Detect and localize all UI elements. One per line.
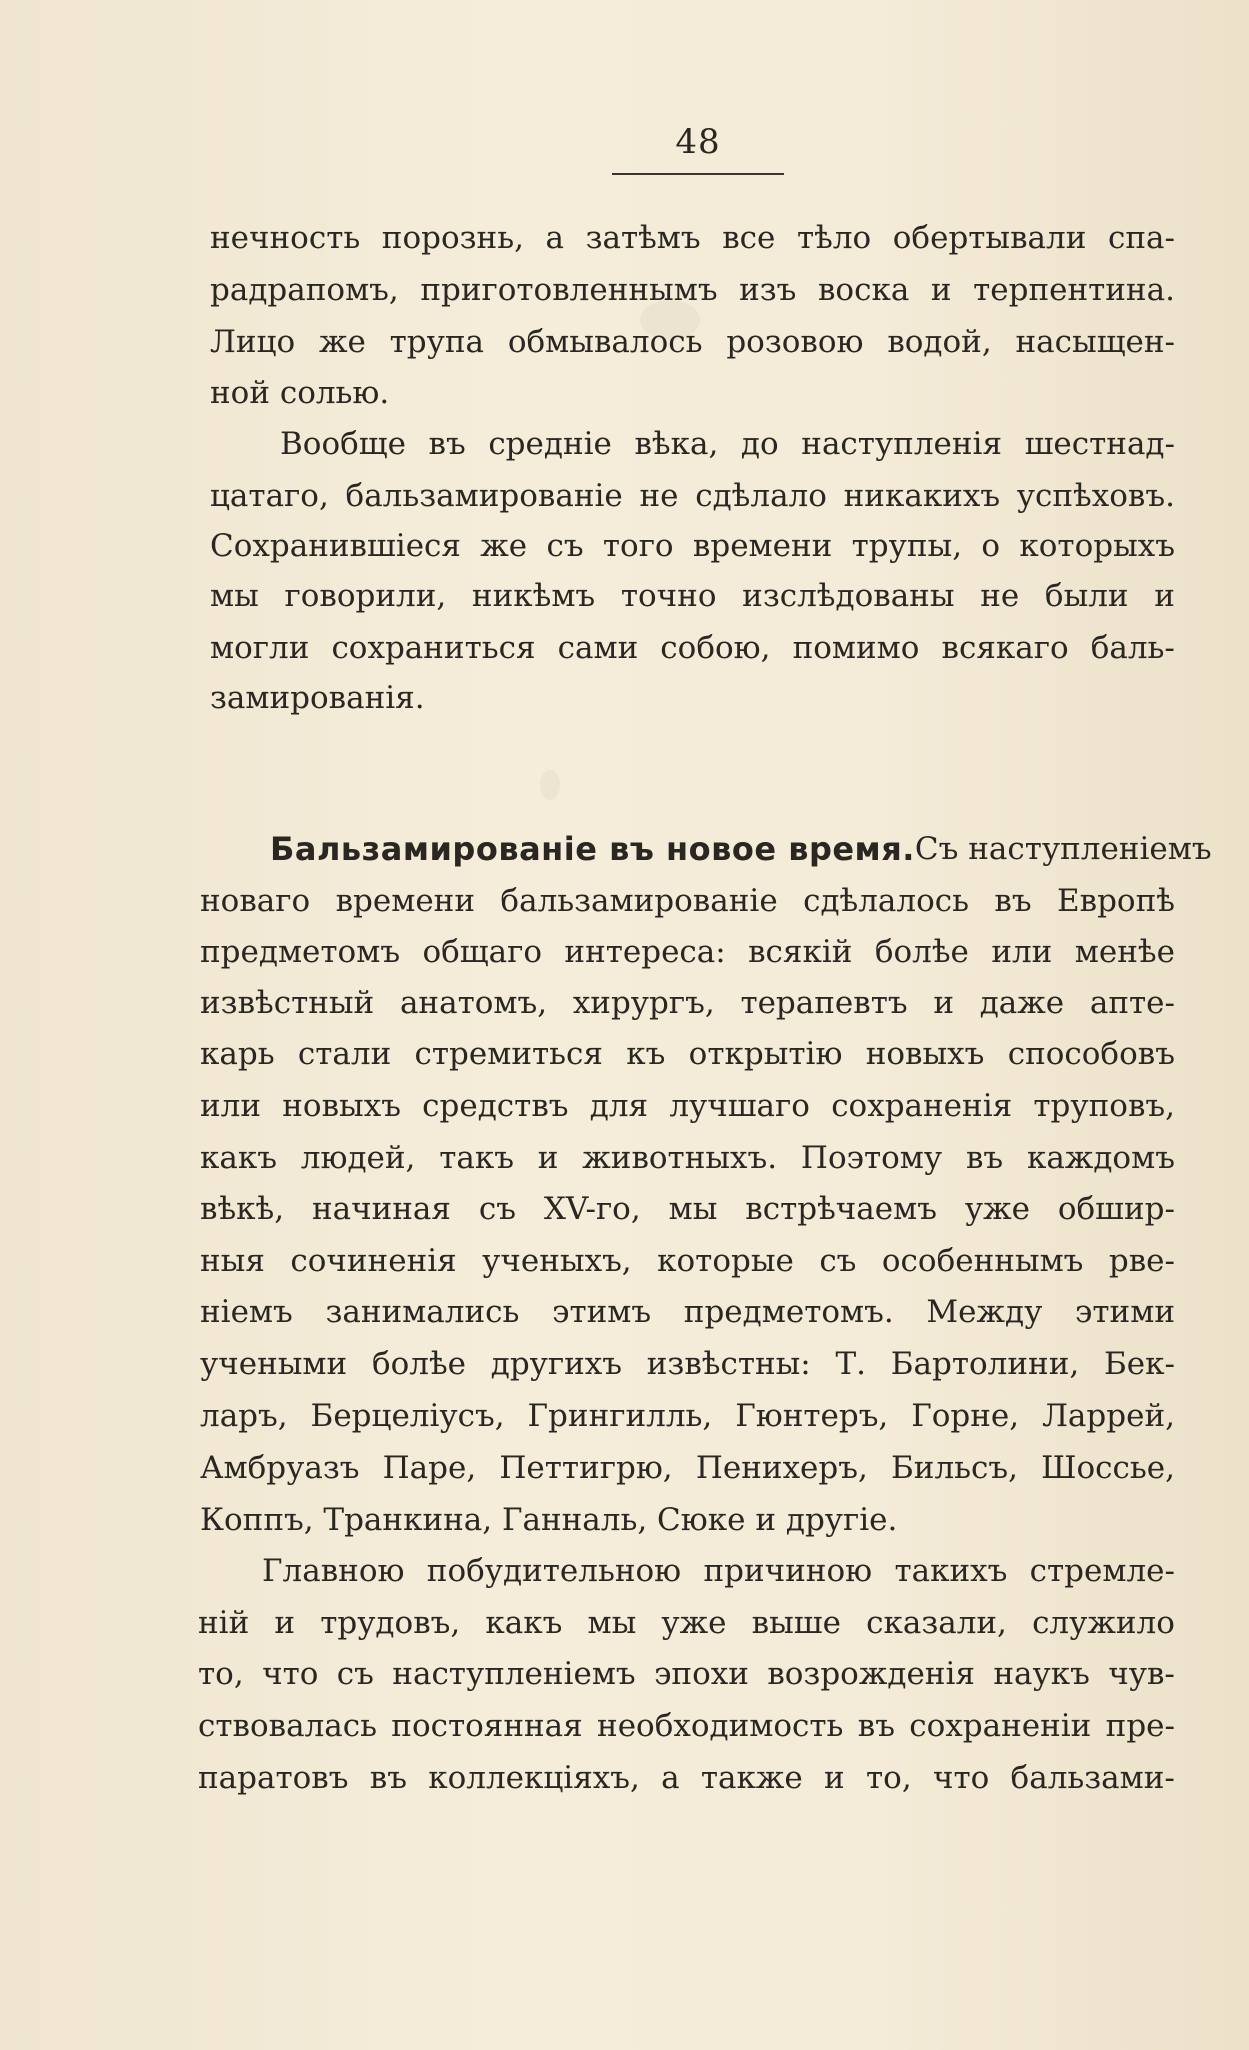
word: ствовалась <box>198 1708 377 1744</box>
word: въ <box>428 426 466 462</box>
word: успѣховъ. <box>1016 478 1175 514</box>
word: съ <box>478 1191 516 1227</box>
text-line <box>200 1338 1175 1390</box>
word: начиная <box>311 1191 451 1227</box>
word: трупы, <box>851 528 963 564</box>
section-heading-line: Бальзамированіе въ новое время. Съ наступленіемъ <box>270 823 1175 875</box>
text-line <box>198 1648 1175 1700</box>
word: насыщен- <box>1015 324 1175 360</box>
word: бальзами- <box>1010 1760 1175 1796</box>
word: труповъ, <box>1033 1088 1175 1124</box>
text-line <box>200 1132 1175 1184</box>
word: Пенихеръ, <box>695 1450 868 1486</box>
word: Сохранившіеся <box>210 528 461 564</box>
word: къ <box>626 1036 666 1072</box>
text-line <box>198 1597 1175 1649</box>
word: затѣмъ <box>585 220 701 256</box>
word: не <box>980 578 1020 614</box>
text-line <box>210 470 1175 522</box>
text-line <box>280 418 1175 470</box>
text-line <box>198 1752 1175 1804</box>
word: уже <box>661 1605 727 1641</box>
word: а <box>661 1760 680 1796</box>
word: уже <box>964 1191 1030 1227</box>
word: мы <box>668 1191 718 1227</box>
word: учеными <box>200 1346 348 1382</box>
word: что <box>262 1656 319 1692</box>
word: тѣло <box>796 220 872 256</box>
word: говорили, <box>284 578 447 614</box>
word: радрапомъ, <box>210 272 399 308</box>
word: ніемъ <box>200 1294 293 1330</box>
word: постоянная <box>391 1708 583 1744</box>
word: лучшаго <box>669 1088 810 1124</box>
word: стремле- <box>1029 1553 1175 1589</box>
text-line <box>200 977 1175 1029</box>
word: помимо <box>792 630 920 666</box>
text-line <box>198 1700 1175 1752</box>
word: даже <box>979 985 1065 1021</box>
word: ныя <box>200 1243 265 1279</box>
word: Гюнтеръ, <box>735 1398 889 1434</box>
text-line <box>200 926 1175 978</box>
word: пре- <box>1105 1708 1175 1744</box>
word: Лицо <box>210 324 296 360</box>
page-number: 48 <box>675 122 721 162</box>
word: были <box>1044 578 1129 614</box>
text-line <box>210 520 1175 572</box>
word: животныхъ. <box>582 1140 778 1176</box>
paper-stain <box>540 770 560 800</box>
word: то, <box>866 1760 912 1796</box>
word: сохраниться <box>331 630 536 666</box>
word: Между <box>926 1294 1043 1330</box>
text-line <box>200 1390 1175 1442</box>
word: какъ <box>485 1605 563 1641</box>
word: бальзамированіе <box>345 478 623 514</box>
word: ній <box>198 1605 250 1641</box>
word: причиною <box>703 1553 873 1589</box>
word: другихъ <box>490 1346 623 1382</box>
word: что <box>932 1760 990 1796</box>
word: новыхъ <box>282 1088 401 1124</box>
word: Амбруазъ <box>200 1450 360 1486</box>
word: наступленія <box>801 426 1003 462</box>
word: съ <box>819 1243 857 1279</box>
word: цатаго, <box>210 478 329 514</box>
word: такъ <box>439 1140 514 1176</box>
word: же <box>318 324 366 360</box>
word: изслѣдованы <box>742 578 955 614</box>
word: и <box>930 272 952 308</box>
word: въ <box>965 1140 1004 1176</box>
word: всякій <box>748 934 853 970</box>
word: никакихъ <box>843 478 1001 514</box>
word: Шоссье, <box>1041 1450 1175 1486</box>
word: времени <box>692 528 833 564</box>
word: точно <box>620 578 717 614</box>
word: терапевтъ <box>740 985 908 1021</box>
text-line <box>200 1028 1175 1080</box>
word: Европѣ <box>1057 883 1175 919</box>
word: сказали, <box>866 1605 1007 1641</box>
word: предметомъ. <box>683 1294 894 1330</box>
word: эпохи <box>654 1656 749 1692</box>
word: также <box>700 1760 803 1796</box>
word: предметомъ <box>200 934 401 970</box>
text-line: замированія. <box>210 680 425 716</box>
word: карь <box>200 1036 275 1072</box>
word: бальзамированіе <box>500 883 778 919</box>
word: мы <box>587 1605 637 1641</box>
word: ученыхъ, <box>482 1243 632 1279</box>
text-line <box>200 1183 1175 1235</box>
word: людей, <box>300 1140 416 1176</box>
word: Вообще <box>280 426 406 462</box>
word: шестнад- <box>1024 426 1175 462</box>
text-line <box>200 1442 1175 1494</box>
word: приготовленнымъ <box>420 272 718 308</box>
word: или <box>200 1088 262 1124</box>
word: коллекціяхъ, <box>428 1760 640 1796</box>
word: Главною <box>262 1553 405 1589</box>
text-line: ной солью. <box>210 375 390 411</box>
word: особеннымъ <box>881 1243 1084 1279</box>
word: паратовъ <box>198 1760 349 1796</box>
word: Ларрей, <box>1042 1398 1175 1434</box>
word: необходимость <box>597 1708 844 1744</box>
word: побудительною <box>426 1553 682 1589</box>
text-line <box>200 1080 1175 1132</box>
word: обшир- <box>1057 1191 1175 1227</box>
word: стремиться <box>414 1036 603 1072</box>
word: не <box>639 478 679 514</box>
text-line <box>210 212 1175 264</box>
word: стали <box>297 1036 392 1072</box>
word: занимались <box>325 1294 520 1330</box>
word: извѣстный <box>200 985 375 1021</box>
word: Грингилль, <box>527 1398 713 1434</box>
word: трупа <box>389 324 485 360</box>
word: то, <box>198 1656 244 1692</box>
word: сохраненія <box>831 1088 1013 1124</box>
word: а <box>545 220 564 256</box>
word: мы <box>210 578 259 614</box>
word: встрѣчаемъ <box>745 1191 937 1227</box>
word: изъ <box>739 272 797 308</box>
word: способовъ <box>1007 1036 1175 1072</box>
word: и <box>1154 578 1175 614</box>
word: собою, <box>660 630 771 666</box>
word: порознь, <box>381 220 524 256</box>
word: интереса: <box>564 934 726 970</box>
word: наукъ <box>993 1656 1090 1692</box>
text-line <box>200 875 1175 927</box>
word: болѣе <box>371 1346 466 1382</box>
word: обмывалось <box>507 324 703 360</box>
word: могли <box>210 630 310 666</box>
word: общаго <box>422 934 542 970</box>
word: апте- <box>1089 985 1175 1021</box>
word: съ <box>336 1656 374 1692</box>
word: трудовъ, <box>320 1605 461 1641</box>
word: ларъ, <box>200 1398 288 1434</box>
word: новаго <box>200 883 311 919</box>
text-line: Коппъ, Транкина, Ганналь, Сюке и другіе. <box>200 1502 898 1538</box>
word: анатомъ, <box>399 985 548 1021</box>
word: которые <box>657 1243 794 1279</box>
word: и <box>274 1605 296 1641</box>
word: сдѣлало <box>695 478 827 514</box>
word: воска <box>817 272 910 308</box>
word: какъ <box>200 1140 277 1176</box>
word: новыхъ <box>865 1036 985 1072</box>
word: такихъ <box>894 1553 1008 1589</box>
text-line <box>210 622 1175 674</box>
word: въ <box>369 1760 407 1796</box>
word: хирургъ, <box>572 985 715 1021</box>
word: того <box>602 528 674 564</box>
word: сдѣлалось <box>803 883 969 919</box>
word: Петтигрю, <box>499 1450 673 1486</box>
word: спа- <box>1107 220 1175 256</box>
word: менѣе <box>1074 934 1175 970</box>
text-line <box>200 1286 1175 1338</box>
word: въ <box>994 883 1032 919</box>
word: служило <box>1032 1605 1175 1641</box>
word: никѣмъ <box>471 578 596 614</box>
word: Берцеліусъ, <box>310 1398 505 1434</box>
word: возрожденія <box>767 1656 975 1692</box>
word: открытію <box>688 1036 843 1072</box>
word: баль- <box>1090 630 1175 666</box>
word: всякаго <box>941 630 1069 666</box>
word: времени <box>335 883 476 919</box>
word: и <box>933 985 954 1021</box>
word: рве- <box>1108 1243 1175 1279</box>
text-line <box>210 316 1175 368</box>
word: Т. <box>835 1346 867 1382</box>
word: терпентина. <box>973 272 1175 308</box>
word: или <box>991 934 1053 970</box>
word: извѣстны: <box>646 1346 811 1382</box>
word: въ <box>857 1708 895 1744</box>
text-line <box>210 264 1175 316</box>
header-rule <box>612 173 784 175</box>
word: Бартолини, <box>890 1346 1080 1382</box>
word: этими <box>1075 1294 1175 1330</box>
word: съ <box>546 528 584 564</box>
word: Бек- <box>1103 1346 1175 1382</box>
word: средствъ <box>422 1088 569 1124</box>
text-line <box>262 1545 1175 1597</box>
word: нечность <box>210 220 361 256</box>
word: Паре, <box>382 1450 477 1486</box>
word: средніе <box>488 426 612 462</box>
word: для <box>589 1088 649 1124</box>
word: которыхъ <box>1019 528 1175 564</box>
word: же <box>480 528 528 564</box>
word: вѣка, <box>634 426 719 462</box>
word: сочиненія <box>290 1243 457 1279</box>
word: болѣе <box>874 934 969 970</box>
word: о <box>981 528 1001 564</box>
word: выше <box>751 1605 841 1641</box>
word: этимъ <box>552 1294 652 1330</box>
word: каждомъ <box>1026 1140 1175 1176</box>
word: обертывали <box>892 220 1087 256</box>
text-line <box>210 570 1175 622</box>
word: сохраненіи <box>909 1708 1092 1744</box>
text-line <box>200 1235 1175 1287</box>
word: Горне, <box>911 1398 1020 1434</box>
word: все <box>722 220 776 256</box>
word: и <box>824 1760 845 1796</box>
word: до <box>740 426 779 462</box>
word: вѣкѣ, <box>200 1191 285 1227</box>
word: чув- <box>1108 1656 1175 1692</box>
section-heading: Бальзамированіе въ новое время. <box>270 830 915 868</box>
word: XV-го, <box>543 1191 641 1227</box>
word: и <box>537 1140 559 1176</box>
word: розовою <box>726 324 864 360</box>
word: сами <box>557 630 639 666</box>
word: Поэтому <box>800 1140 943 1176</box>
word: наступленіемъ <box>392 1656 636 1692</box>
word: водой, <box>887 324 992 360</box>
word: Бильсъ, <box>891 1450 1018 1486</box>
